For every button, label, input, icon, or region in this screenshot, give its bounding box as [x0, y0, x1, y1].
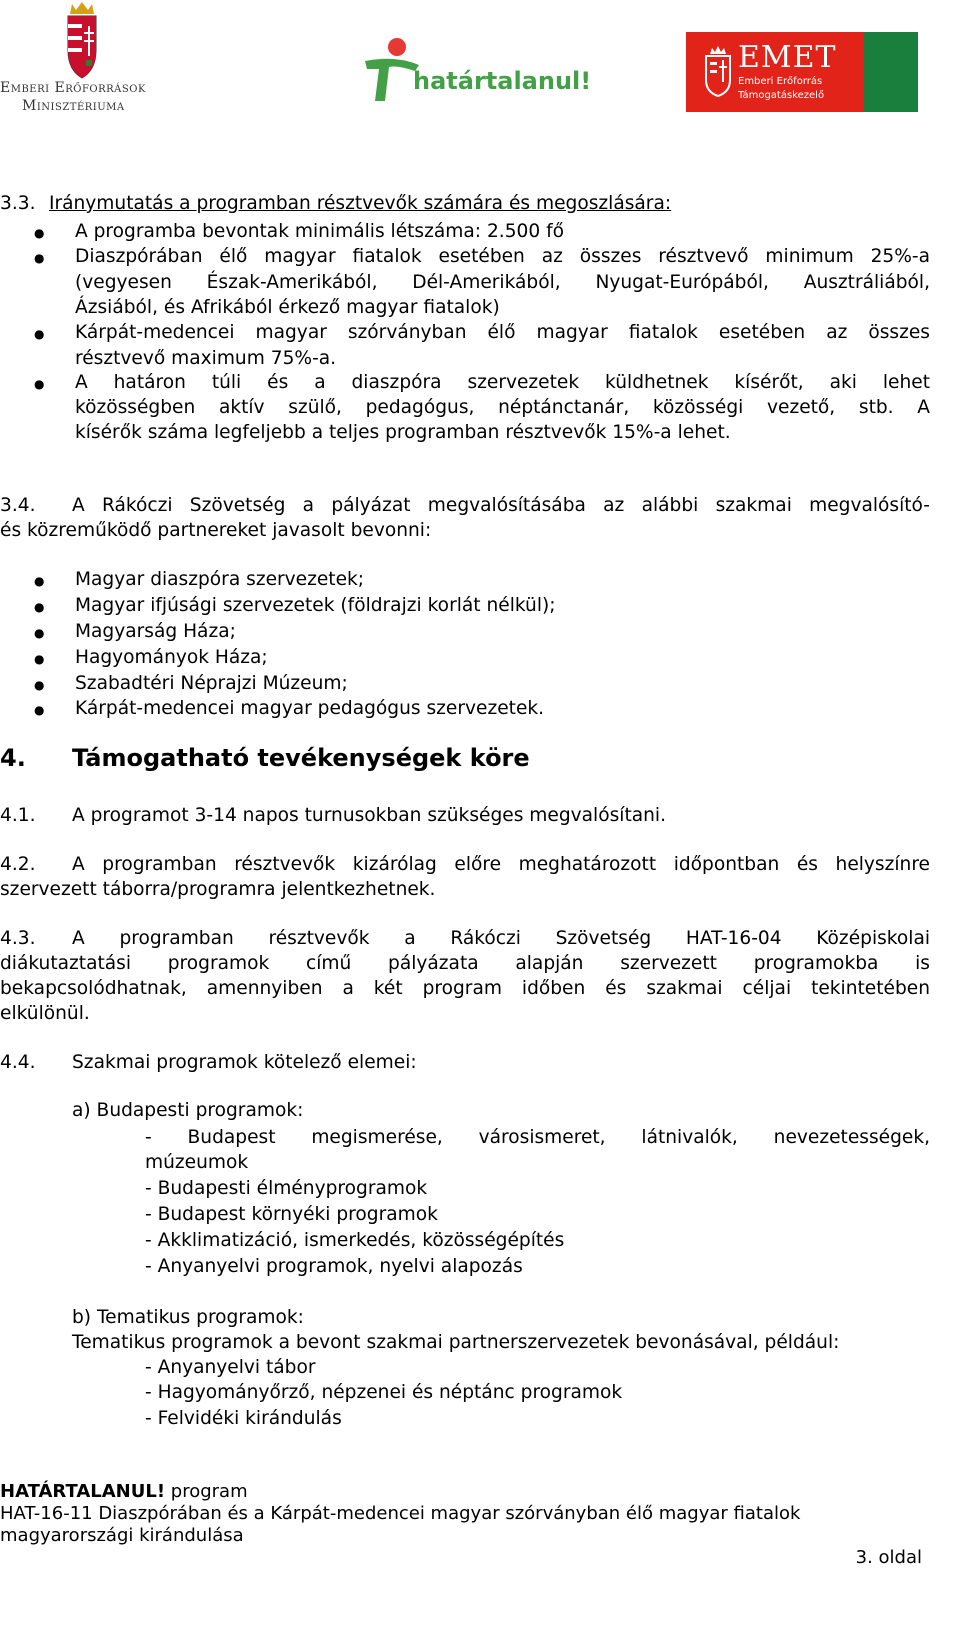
- section-title: Szakmai programok kötelező elemei:: [72, 1052, 417, 1073]
- list-item: Hagyományok Háza;: [75, 647, 268, 668]
- hatartalanul-wordmark: határtalanul!: [413, 67, 592, 95]
- list-item: - Budapest megismerése, városismeret, látnivalók, nevezetességek,: [145, 1127, 930, 1148]
- emet-logo-title: EMET: [738, 40, 837, 75]
- bullet-dot-icon: ●: [34, 678, 45, 692]
- list-item: Diaszpórában élő magyar fiatalok esetében az összes résztvevő minimum 25%-a: [75, 246, 930, 267]
- section-4-heading: [0, 744, 530, 772]
- section-number: 4.4.: [0, 1052, 36, 1073]
- section-text: A Rákóczi Szövetség a pályázat megvalósításába az alábbi szakmai megvalósító-: [72, 495, 930, 516]
- emet-logo: [686, 32, 918, 112]
- list-item: - Anyanyelvi programok, nyelvi alapozás: [145, 1256, 523, 1277]
- section-number: 4.: [0, 744, 26, 772]
- section-number: 3.4.: [0, 495, 36, 516]
- list-item: A programba bevontak minimális létszáma: 2.500 fő: [75, 221, 565, 242]
- emet-logo-line1: Emberi Erőforrás: [738, 76, 823, 87]
- subsection-a-title: a) Budapesti programok:: [72, 1100, 304, 1121]
- list-item-continuation: résztvevő maximum 75%-a.: [75, 348, 337, 369]
- bullet-dot-icon: ●: [34, 626, 45, 640]
- list-item: - Budapesti élményprogramok: [145, 1178, 428, 1199]
- list-item-continuation: Ázsiából, és Afrikából érkező magyar fiatalok): [75, 297, 500, 318]
- footer-program-line: [0, 1480, 248, 1503]
- section-3-4-line2: és közreműködő partnereket javasolt bevonni:: [0, 520, 432, 541]
- footer-line2: HAT-16-11 Diaszpórában és a Kárpát-medencei magyar szórványban élő magyar fiatalok: [0, 1503, 801, 1524]
- section-4-4-heading: [0, 1050, 930, 1076]
- section-number: 3.3.: [0, 193, 36, 214]
- list-item: Magyarság Háza;: [75, 621, 236, 642]
- bullet-dot-icon: ●: [34, 600, 45, 614]
- list-item: A határon túli és a diaszpóra szervezetek küldhetnek kísérőt, aki lehet: [75, 372, 930, 393]
- list-item: - Felvidéki kirándulás: [145, 1408, 342, 1429]
- emet-coat-of-arms-icon: [704, 46, 732, 98]
- section-3-4-line1: [0, 493, 930, 519]
- list-item: - Budapest környéki programok: [145, 1204, 438, 1225]
- emet-logo-green-block: [864, 32, 918, 112]
- bullet-dot-icon: ●: [34, 226, 45, 240]
- footer-line3: magyarországi kirándulása: [0, 1525, 244, 1546]
- section-4-2-line2: szervezett táborra/programra jelentkezhetnek.: [0, 879, 436, 900]
- list-item: Magyar diaszpóra szervezetek;: [75, 569, 365, 590]
- emet-logo-line2: Támogatáskezelő: [738, 90, 825, 101]
- bullet-dot-icon: ●: [34, 574, 45, 588]
- section-4-3-line1: [0, 926, 930, 952]
- section-title: Iránymutatás a programban résztvevők számára és megoszlására:: [49, 193, 672, 214]
- subsection-b-title: b) Tematikus programok:: [72, 1307, 304, 1328]
- emmi-logo-line2: Minisztériuma: [22, 98, 125, 114]
- list-item-continuation: kísérők száma legfeljebb a teljes programban résztvevők 15%-a lehet.: [75, 422, 731, 443]
- subsection-b-intro: Tematikus programok a bevont szakmai partnerszervezetek bevonásával, például:: [72, 1332, 840, 1353]
- footer-program: program: [165, 1481, 248, 1502]
- emmi-logo: [0, 0, 170, 120]
- list-item: Szabadtéri Néprajzi Múzeum;: [75, 673, 348, 694]
- bullet-dot-icon: ●: [34, 703, 45, 717]
- section-text: A programot 3-14 napos turnusokban szükséges megvalósítani.: [72, 805, 666, 826]
- section-4-3-line2: diákutaztatási programok című pályázata alapján szervezett programokba is: [0, 953, 930, 974]
- section-number: 4.3.: [0, 928, 36, 949]
- hatartalanul-logo: [355, 35, 592, 105]
- section-3-3-heading: [0, 191, 930, 217]
- bullet-dot-icon: ●: [34, 251, 45, 265]
- list-item: - Hagyományőrző, népzenei és néptánc programok: [145, 1382, 623, 1403]
- section-number: 4.1.: [0, 805, 36, 826]
- section-number: 4.2.: [0, 854, 36, 875]
- footer-brand: HATÁRTALANUL!: [0, 1481, 166, 1502]
- list-item: - Anyanyelvi tábor: [145, 1357, 316, 1378]
- page-number: 3. oldal: [855, 1547, 922, 1568]
- bullet-dot-icon: ●: [34, 327, 45, 341]
- list-item-continuation: közösségben aktív szülő, pedagógus, néptánctanár, közösségi vezető, stb. A: [75, 397, 930, 418]
- section-text: A programban résztvevők kizárólag előre meghatározott időpontban és helyszínre: [72, 854, 930, 875]
- list-item-continuation: (vegyesen Észak-Amerikából, Dél-Amerikából, Nyugat-Európából, Ausztráliából,: [75, 272, 930, 293]
- section-text: A programban résztvevők a Rákóczi Szövetség HAT-16-04 Középiskolai: [72, 928, 930, 949]
- bullet-dot-icon: ●: [34, 377, 45, 391]
- list-item: Kárpát-medencei magyar pedagógus szervezetek.: [75, 698, 545, 719]
- section-4-1: [0, 803, 930, 829]
- list-item: Kárpát-medencei magyar szórványban élő magyar fiatalok esetében az összes: [75, 322, 930, 343]
- section-title: Támogatható tevékenységek köre: [72, 744, 530, 772]
- section-4-2-line1: [0, 852, 930, 878]
- section-4-3-line3: bekapcsolódhatnak, amennyiben a két program időben és szakmai céljai tekintetében: [0, 978, 930, 999]
- list-item-continuation: múzeumok: [145, 1152, 249, 1173]
- emmi-logo-line1: Emberi Erőforrások: [0, 80, 146, 96]
- section-4-3-line4: elkülönül.: [0, 1003, 90, 1024]
- bullet-dot-icon: ●: [34, 652, 45, 666]
- list-item: - Akklimatizáció, ismerkedés, közösségépítés: [145, 1230, 565, 1251]
- list-item: Magyar ifjúsági szervezetek (földrajzi korlát nélkül);: [75, 595, 556, 616]
